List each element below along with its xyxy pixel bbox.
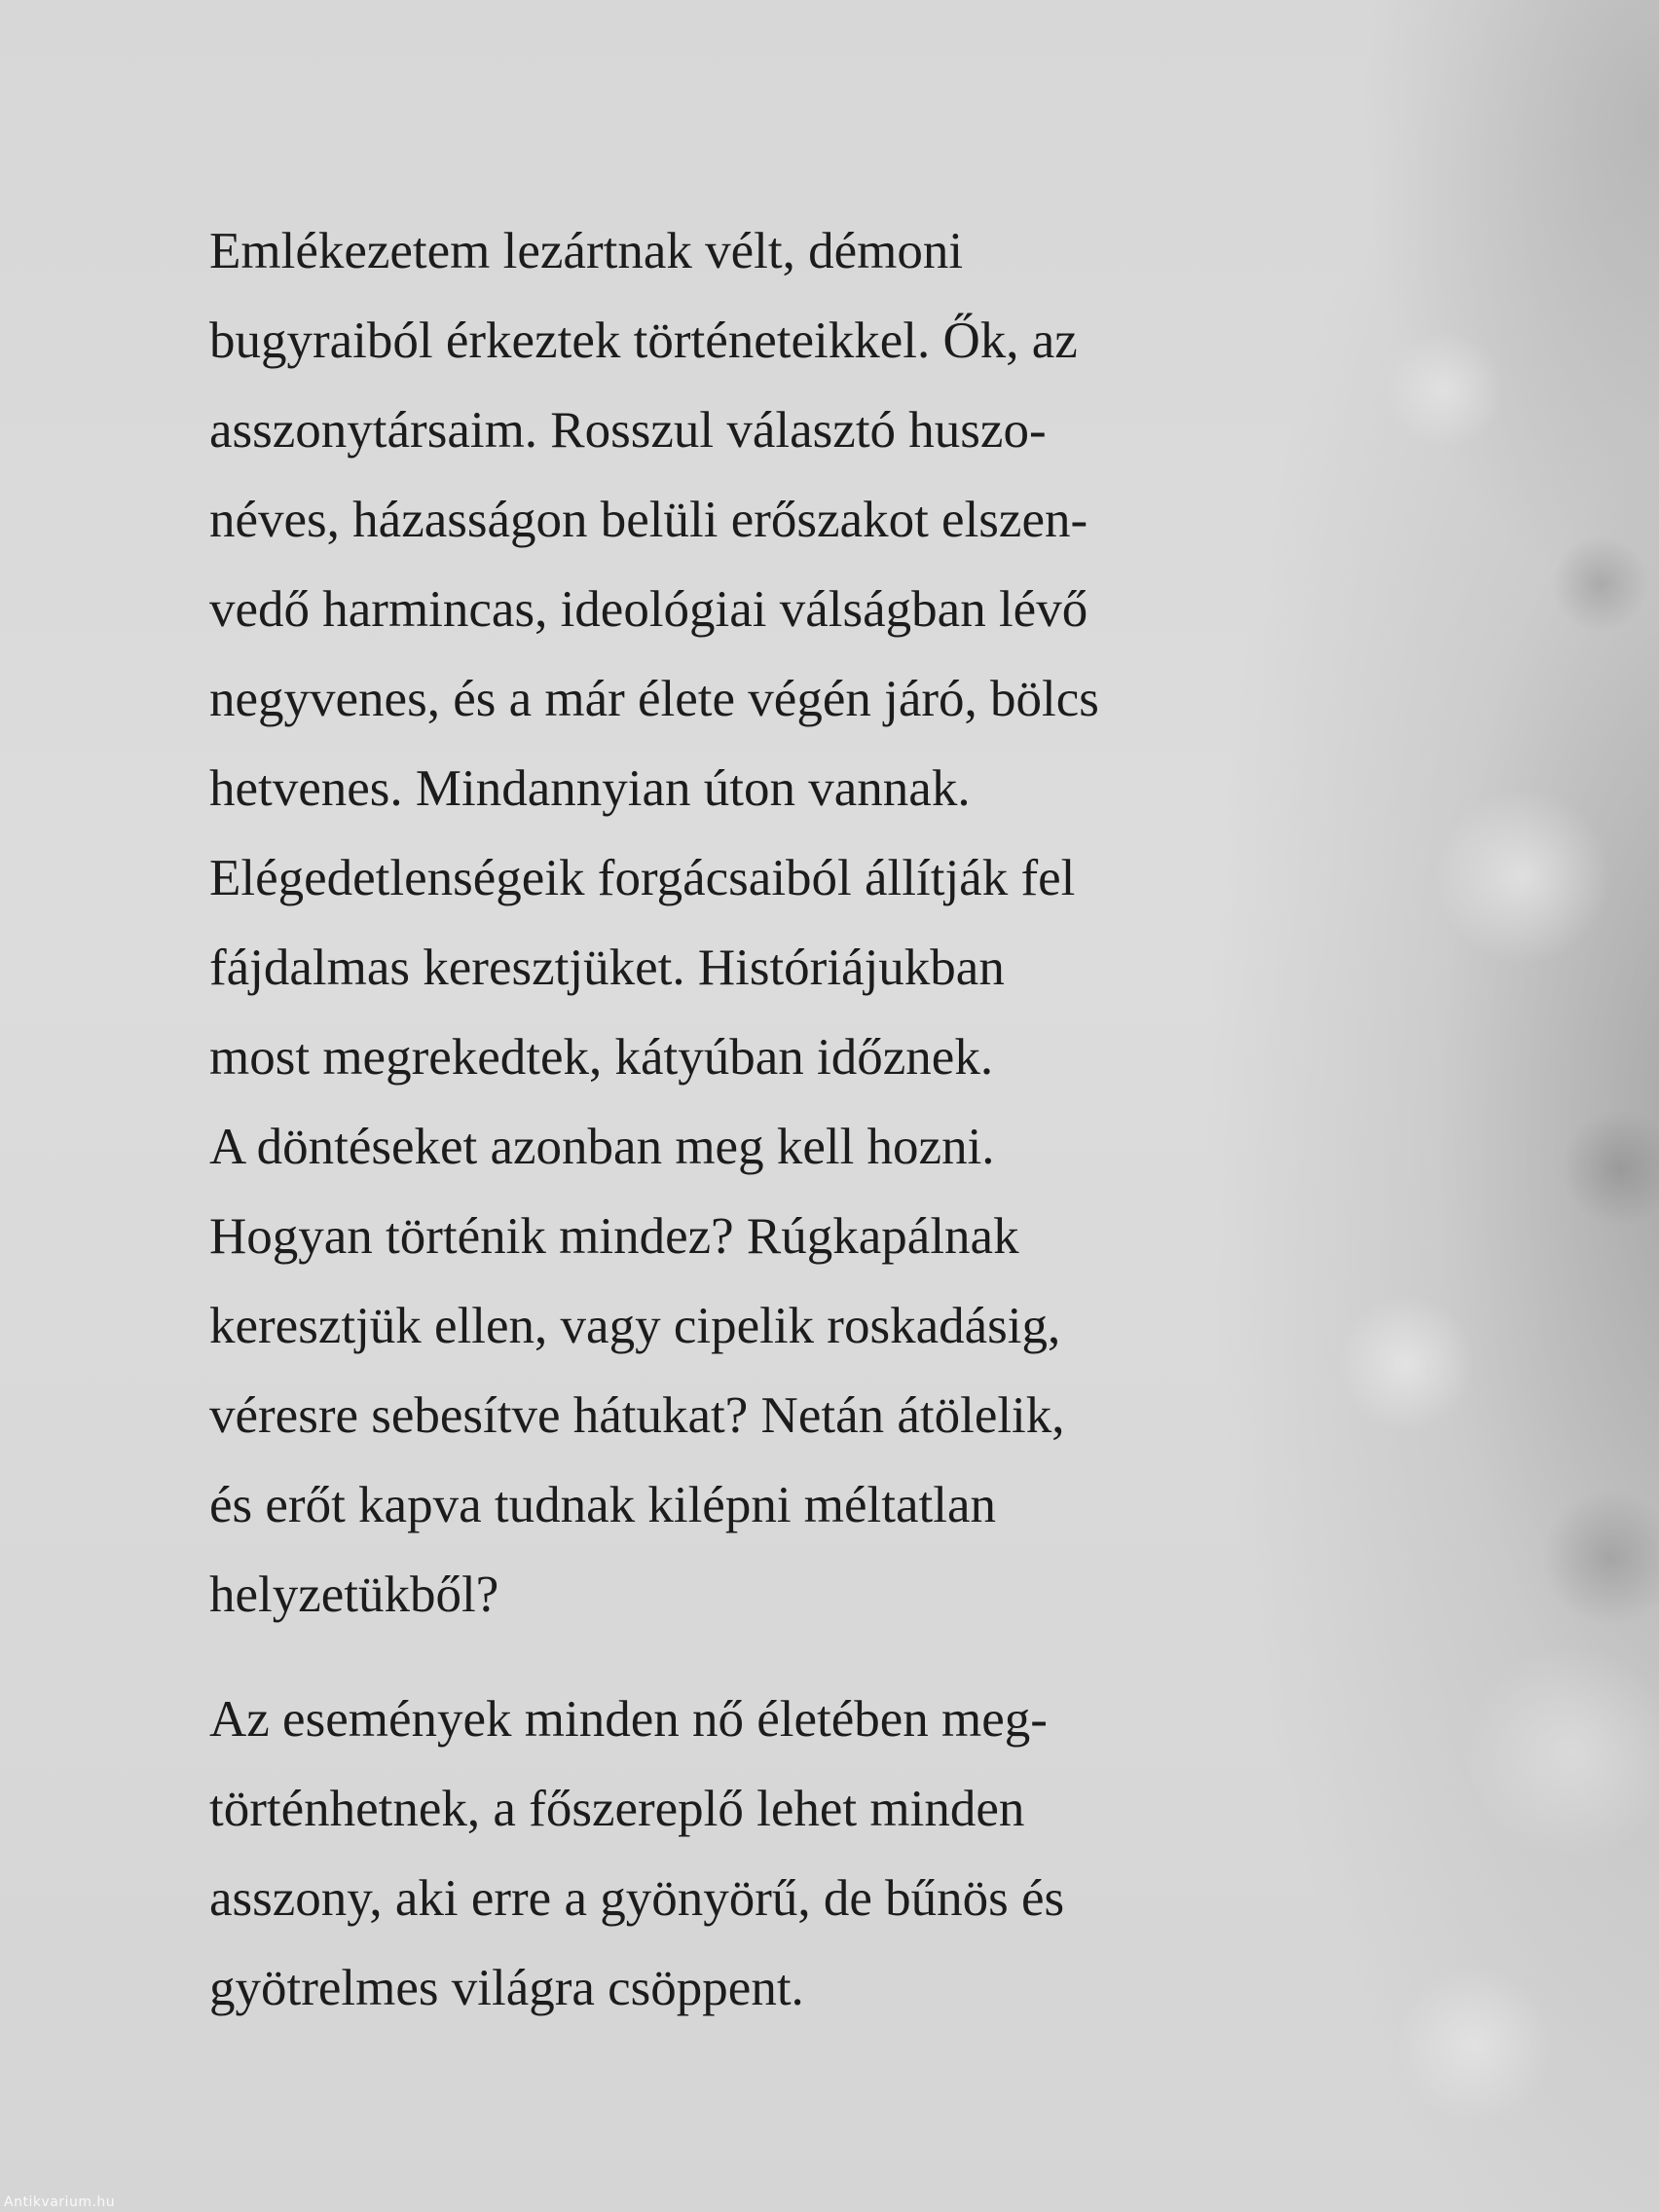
text-line: hetvenes. Mindannyian úton vannak.: [209, 760, 971, 817]
text-line: asszony, aki erre a gyönyörű, de bűnös és: [209, 1870, 1065, 1927]
text-line: most megrekedtek, kátyúban időznek.: [209, 1029, 994, 1086]
text-line: helyzetükből?: [209, 1567, 499, 1623]
text-line: negyvenes, és a már élete végén járó, bölcs: [209, 671, 1099, 727]
text-line: véresre sebesítve hátukat? Netán átölelik,: [209, 1387, 1065, 1444]
text-line: A döntéseket azonban meg kell hozni.: [209, 1119, 995, 1175]
text-line: néves, házasságon belüli erőszakot elszen-: [209, 492, 1088, 548]
watermark: Antikvarium.hu: [4, 2194, 116, 2210]
text-line: Emlékezetem lezártnak vélt, démoni: [209, 223, 964, 279]
text-line: keresztjük ellen, vagy cipelik roskadásig,: [209, 1298, 1061, 1354]
page-edge-texture: [1328, 0, 1659, 2212]
text-line: történhetnek, a főszereplő lehet minden: [209, 1781, 1025, 1837]
text-line: Az események minden nő életében meg-: [209, 1691, 1048, 1748]
text-line: Elégedetlenségeik forgácsaiból állítják fel: [209, 850, 1076, 906]
text-line: vedő harmincas, ideológiai válságban lévő: [209, 581, 1088, 638]
text-line: asszonytársaim. Rosszul választó huszo-: [209, 402, 1047, 459]
text-line: és erőt kapva tudnak kilépni méltatlan: [209, 1477, 996, 1533]
text-line: gyötrelmes világra csöppent.: [209, 1960, 804, 2016]
text-line: bugyraiból érkeztek történeteikkel. Ők, az: [209, 313, 1078, 369]
paragraph-1: [209, 206, 1300, 1640]
text-line: fájdalmas keresztjüket. Históriájukban: [209, 940, 1005, 996]
paragraph-2: [209, 1675, 1300, 2033]
text-line: Hogyan történik mindez? Rúgkapálnak: [209, 1208, 1019, 1265]
